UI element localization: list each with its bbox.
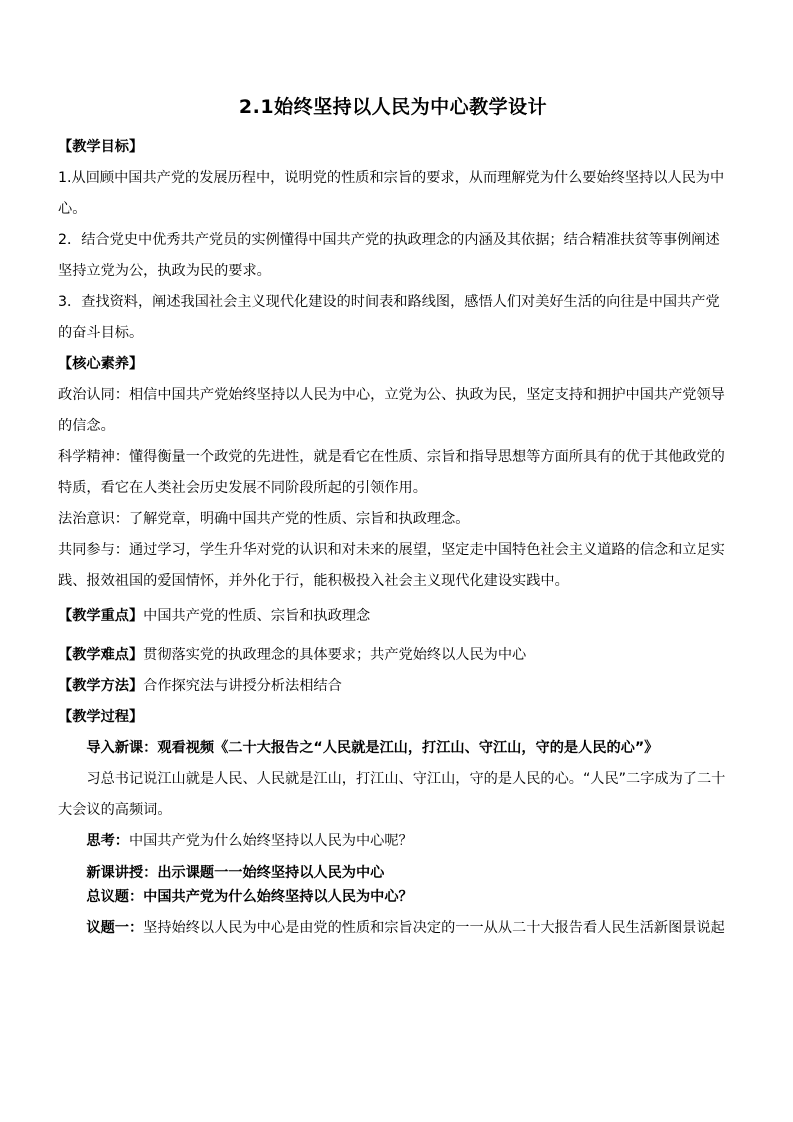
key-point-line (58, 601, 728, 632)
new-lesson-heading: 新课讲授：出示课题一一始终坚持以人民为中心 (86, 865, 385, 881)
literacy-item-participation: 共同参与：通过学习，学生升华对党的认识和对未来的展望，坚定走中国特色社会主义道路的信念和立足实践、报效祖国的爱国情怀，并外化于行，能积极投入社会主义现代化建设实践中。 (58, 542, 725, 589)
topic-one-text: 坚持始终以人民为中心是由党的性质和宗旨决定的一一从从二十大报告看人民生活新图景说起 (143, 920, 725, 936)
think-text: 中国共产党为什么始终坚持以人民为中心呢？ (128, 833, 413, 849)
intro-text: 习总书记说江山就是人民、人民就是江山，打江山、守江山，守的是人民的心。“人民”二字成为了二十大会议的高频词。 (58, 771, 726, 818)
key-point-heading: 【教学重点】 (58, 608, 144, 624)
document-page (58, 94, 728, 944)
method-text: 合作探究法与讲授分析法相结合 (143, 678, 342, 694)
main-topic-heading: 总议题：中国共产党为什么始终坚持以人民为中心？ (86, 889, 413, 905)
difficulty-line (58, 640, 728, 671)
difficulty-text: 贯彻落实党的执政理念的具体要求；共产党始终以人民为中心 (143, 647, 527, 663)
core-literacy-heading: 【核心素养】 (58, 356, 144, 372)
key-point-text: 中国共产党的性质、宗旨和执政理念 (143, 608, 371, 624)
difficulty-heading: 【教学难点】 (58, 647, 144, 663)
goal-item-2: 2．结合党史中优秀共产党员的实例懂得中国共产党的执政理念的内涵及其依据；结合精准扶贫等事例阐述坚持立党为公，执政为民的要求。 (58, 232, 720, 279)
intro-heading: 导入新课：观看视频《二十大报告之“人民就是江山，打江山、守江山，守的是人民的心”》 (86, 740, 659, 756)
topic-one (58, 913, 728, 944)
goal-item-1: 1.从回顾中国共产党的发展历程中，说明党的性质和宗旨的要求，从而理解党为什么要始终坚持以人民为中心。 (58, 170, 725, 217)
literacy-item-law: 法治意识：了解党章，明确中国共产党的性质、宗旨和执政理念。 (58, 511, 470, 527)
think-label: 思考： (86, 833, 129, 849)
think-line (58, 826, 728, 857)
teaching-goals-heading: 【教学目标】 (58, 139, 144, 155)
method-heading: 【教学方法】 (58, 678, 144, 694)
process-heading: 【教学过程】 (58, 709, 144, 725)
literacy-item-political: 政治认同：相信中国共产党始终坚持以人民为中心，立党为公、执政为民，坚定支持和拥护中国共产党领导的信念。 (58, 387, 725, 434)
method-line (58, 671, 728, 702)
topic-one-label: 议题一： (86, 920, 144, 936)
document-title: 2.1始终坚持以人民为中心教学设计 (238, 96, 548, 118)
literacy-item-science: 科学精神：懂得衡量一个政党的先进性，就是看它在性质、宗旨和指导思想等方面所具有的优于其他政党的特质，看它在人类社会历史发展不同阶段所起的引领作用。 (58, 449, 725, 496)
goal-item-3: 3．查找资料，阐述我国社会主义现代化建设的时间表和路线图，感悟人们对美好生活的向往是中国共产党的奋斗目标。 (58, 294, 720, 341)
